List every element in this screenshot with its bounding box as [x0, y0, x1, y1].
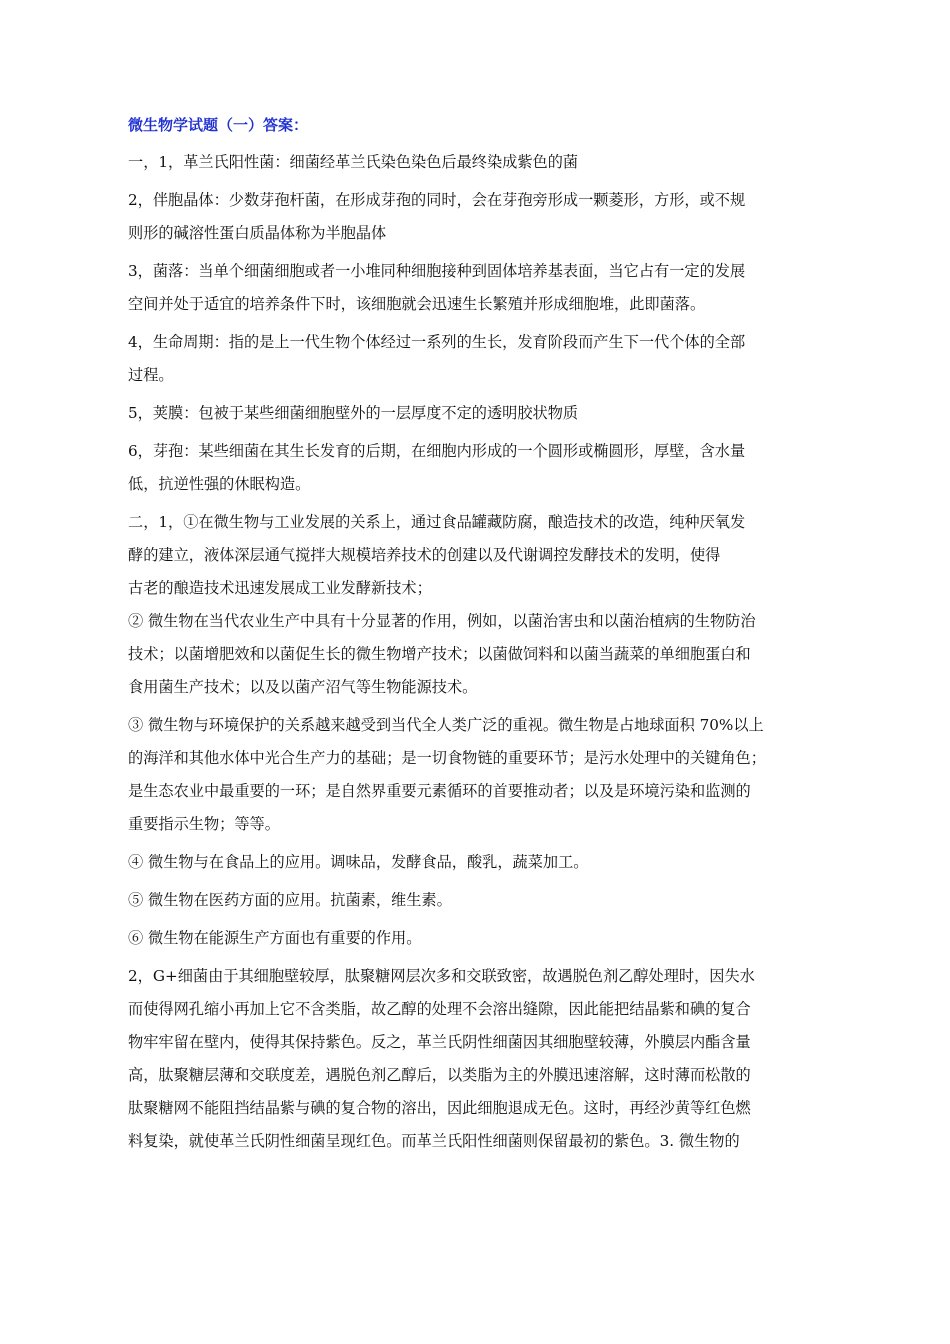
text-line: 5，荚膜：包被于某些细菌细胞壁外的一层厚度不定的透明胶状物质: [128, 404, 579, 422]
text-line: 3，菌落：当单个细菌细胞或者一小堆同种细胞接种到固体培养基表面，当它占有一定的发展: [128, 262, 746, 280]
paragraph: [128, 605, 828, 704]
text-line: ⑥ 微生物在能源生产方面也有重要的作用。: [128, 929, 422, 947]
text-line: ③ 微生物与环境保护的关系越来越受到当代全人类广泛的重视。微生物是占地球面积 70%以上: [128, 716, 764, 734]
paragraph: [128, 506, 828, 605]
text-line: 高，肽聚糖层薄和交联度差，遇脱色剂乙醇后，以类脂为主的外膜迅速溶解，这时薄而松散的: [128, 1066, 751, 1084]
paragraph: [128, 435, 828, 501]
paragraph: [128, 146, 828, 179]
paragraph: [128, 846, 828, 879]
text-line: 二，1，①在微生物与工业发展的关系上，通过食品罐藏防腐，酿造技术的改造，纯种厌氧发: [128, 513, 746, 531]
paragraph: [128, 960, 828, 1158]
document-body: [128, 112, 828, 1163]
text-line: ⑤ 微生物在医药方面的应用。抗菌素，维生素。: [128, 891, 452, 909]
text-line: ② 微生物在当代农业生产中具有十分显著的作用，例如，以菌治害虫和以菌治植病的生物防治: [128, 612, 756, 630]
text-line: 过程。: [128, 366, 174, 384]
text-line: 酵的建立，液体深层通气搅拌大规模培养技术的创建以及代谢调控发酵技术的发明，使得: [128, 546, 721, 564]
text-line: 料复染，就使革兰氏阴性细菌呈现红色。而革兰氏阳性细菌则保留最初的紫色。3. 微生物的: [128, 1132, 740, 1150]
paragraph: [128, 255, 828, 321]
text-line: 2，伴胞晶体：少数芽孢杆菌，在形成芽孢的同时，会在芽孢旁形成一颗菱形，方形，或不规: [128, 191, 746, 209]
text-line: 空间并处于适宜的培养条件下时，该细胞就会迅速生长繁殖并形成细胞堆，此即菌落。: [128, 295, 706, 313]
paragraph: [128, 922, 828, 955]
text-line: 低，抗逆性强的休眠构造。: [128, 475, 311, 493]
paragraph: [128, 326, 828, 392]
text-line: 2，G+细菌由于其细胞壁较厚，肽聚糖网层次多和交联致密，故遇脱色剂乙醇处理时，因失水: [128, 967, 755, 985]
text-line: 物牢牢留在壁内，使得其保持紫色。反之，革兰氏阴性细菌因其细胞壁较薄，外膜层内酯含量: [128, 1033, 751, 1051]
text-line: 技术；以菌增肥效和以菌促生长的微生物增产技术；以菌做饲料和以菌当蔬菜的单细胞蛋白和: [128, 645, 751, 663]
text-line: 食用菌生产技术；以及以菌产沼气等生物能源技术。: [128, 678, 478, 696]
text-line: 古老的酿造技术迅速发展成工业发酵新技术；: [128, 579, 432, 597]
text-line: 肽聚糖网不能阻挡结晶紫与碘的复合物的溶出，因此细胞退成无色。这时，再经沙黄等红色燃: [128, 1099, 751, 1117]
text-line: 4，生命周期：指的是上一代生物个体经过一系列的生长，发育阶段而产生下一代个体的全部: [128, 333, 746, 351]
text-line: 则形的碱溶性蛋白质晶体称为半胞晶体: [128, 224, 387, 242]
document-title: 微生物学试题（一）答案：: [128, 116, 309, 134]
paragraph: [128, 184, 828, 250]
paragraph: [128, 709, 828, 841]
text-line: 6，芽孢：某些细菌在其生长发育的后期，在细胞内形成的一个圆形或椭圆形，厚壁，含水量: [128, 442, 746, 460]
text-line: 一，1，革兰氏阳性菌：细菌经革兰氏染色染色后最终染成紫色的菌: [128, 153, 579, 171]
text-line: ④ 微生物与在食品上的应用。调味品，发酵食品，酸乳，蔬菜加工。: [128, 853, 589, 871]
paragraph-list: [128, 146, 828, 1158]
paragraph: [128, 884, 828, 917]
text-line: 而使得网孔缩小再加上它不含类脂，故乙醇的处理不会溶出缝隙，因此能把结晶紫和碘的复合: [128, 1000, 751, 1018]
text-line: 的海洋和其他水体中光合生产力的基础；是一切食物链的重要环节；是污水处理中的关键角色；: [128, 749, 766, 767]
paragraph: [128, 397, 828, 430]
text-line: 重要指示生物；等等。: [128, 815, 280, 833]
text-line: 是生态农业中最重要的一环；是自然界重要元素循环的首要推动者；以及是环境污染和监测的: [128, 782, 751, 800]
